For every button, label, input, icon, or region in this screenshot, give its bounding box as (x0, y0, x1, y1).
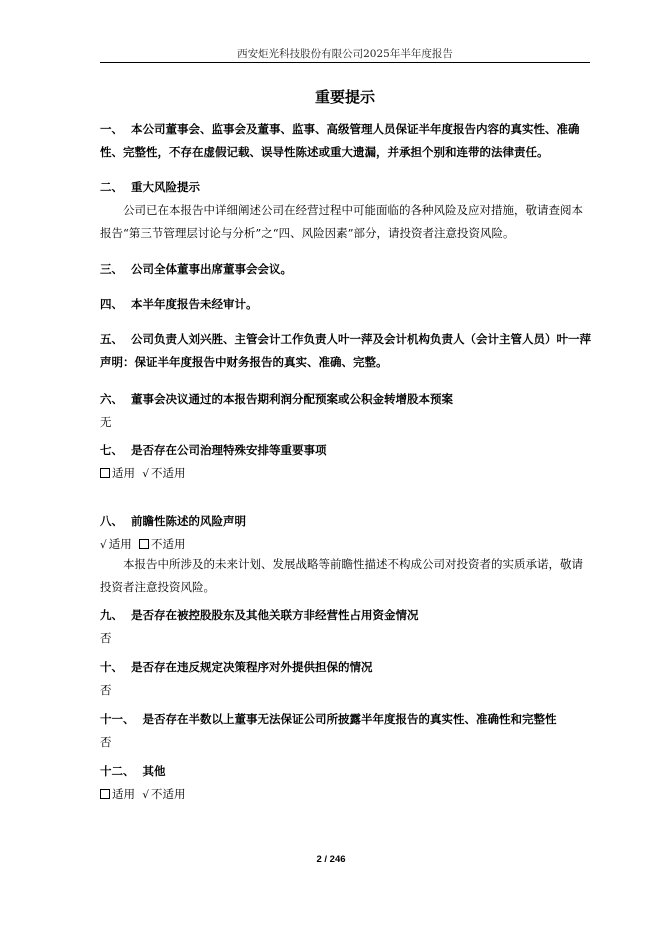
page-number: 2 / 246 (316, 854, 346, 865)
section-5-number: 五、 (100, 332, 123, 346)
section-6-heading: 董事会决议通过的本报告期利润分配预案或公积金转增股本预案 (131, 392, 454, 406)
section-7-options (100, 462, 592, 486)
section-2-number: 二、 (100, 180, 123, 194)
section-7-number: 七、 (100, 443, 123, 457)
section-1 (100, 118, 592, 164)
page-header: 西安炬光科技股份有限公司2025年半年度报告 (237, 48, 453, 60)
option-applicable: 适用 (112, 466, 135, 480)
header-rule (100, 62, 590, 63)
section-8 (100, 510, 592, 599)
checkmark-icon: √ (100, 539, 107, 551)
checkbox-empty-icon (139, 539, 149, 549)
section-8-number: 八、 (100, 514, 123, 528)
section-11 (100, 708, 592, 754)
option-applicable: 适用 (108, 537, 132, 551)
section-6 (100, 388, 592, 434)
checkmark-icon: √ (142, 468, 150, 480)
section-9-heading: 是否存在被控股股东及其他关联方非经营性占用资金情况 (131, 608, 419, 622)
section-3 (100, 258, 592, 281)
section-7 (100, 439, 592, 486)
section-2-body: 公司已在本报告中详细阐述公司在经营过程中可能面临的各种风险及应对措施，敬请查阅本报告“第三节管理层讨论与分析”之“四、风险因素”部分，请投资者注意投资风险。 (100, 203, 583, 240)
section-12 (100, 760, 592, 807)
section-12-options (100, 783, 592, 807)
section-7-heading: 是否存在公司治理特殊安排等重要事项 (131, 443, 327, 457)
checkbox-empty-icon (100, 468, 110, 478)
section-8-options (100, 536, 592, 553)
option-not-applicable: 不适用 (151, 466, 186, 480)
section-6-number: 六、 (100, 392, 123, 406)
page-title: 重要提示 (314, 88, 375, 106)
option-not-applicable: 不适用 (151, 537, 186, 551)
checkmark-icon: √ (142, 789, 150, 801)
section-10 (100, 656, 592, 702)
section-3-text: 公司全体董事出席董事会会议。 (131, 262, 293, 276)
section-5-text: 公司负责人刘兴胜、主管会计工作负责人叶一萍及会计机构负责人（会计主管人员）叶一萍声明：保证半年度报告中财务报告的真实、准确、完整。 (100, 332, 592, 369)
section-10-heading: 是否存在违反规定决策程序对外提供担保的情况 (131, 660, 373, 674)
checkbox-empty-icon (100, 789, 110, 799)
section-8-heading: 前瞻性陈述的风险声明 (131, 514, 247, 528)
section-5 (100, 328, 592, 374)
section-12-number: 十二、 (100, 764, 135, 778)
section-11-heading: 是否存在半数以上董事无法保证公司所披露半年度报告的真实性、准确性和完整性 (142, 712, 557, 726)
section-4 (100, 293, 592, 316)
section-12-heading: 其他 (142, 764, 166, 778)
section-1-text: 本公司董事会、监事会及董事、监事、高级管理人员保证半年度报告内容的真实性、准确性、完整性，不存在虚假记载、误导性陈述或重大遗漏，并承担个别和连带的法律责任。 (100, 122, 580, 159)
section-1-number: 一、 (100, 122, 123, 136)
section-3-number: 三、 (100, 262, 123, 276)
section-4-number: 四、 (100, 297, 123, 311)
section-9-number: 九、 (100, 608, 123, 622)
section-9 (100, 604, 592, 650)
section-4-text: 本半年度报告未经审计。 (131, 297, 258, 311)
section-8-body: 本报告中所涉及的未来计划、发展战略等前瞻性描述不构成公司对投资者的实质承诺，敬请投资者注意投资风险。 (100, 557, 583, 594)
section-2-heading: 重大风险提示 (131, 180, 201, 194)
section-10-number: 十、 (100, 660, 123, 674)
section-10-answer: 否 (100, 683, 112, 697)
section-2 (100, 176, 592, 245)
section-9-answer: 否 (100, 631, 112, 645)
option-not-applicable: 不适用 (151, 787, 186, 801)
option-applicable: 适用 (112, 787, 135, 801)
section-11-number: 十一、 (100, 712, 135, 726)
section-11-answer: 否 (100, 735, 112, 749)
section-6-answer: 无 (100, 415, 112, 429)
